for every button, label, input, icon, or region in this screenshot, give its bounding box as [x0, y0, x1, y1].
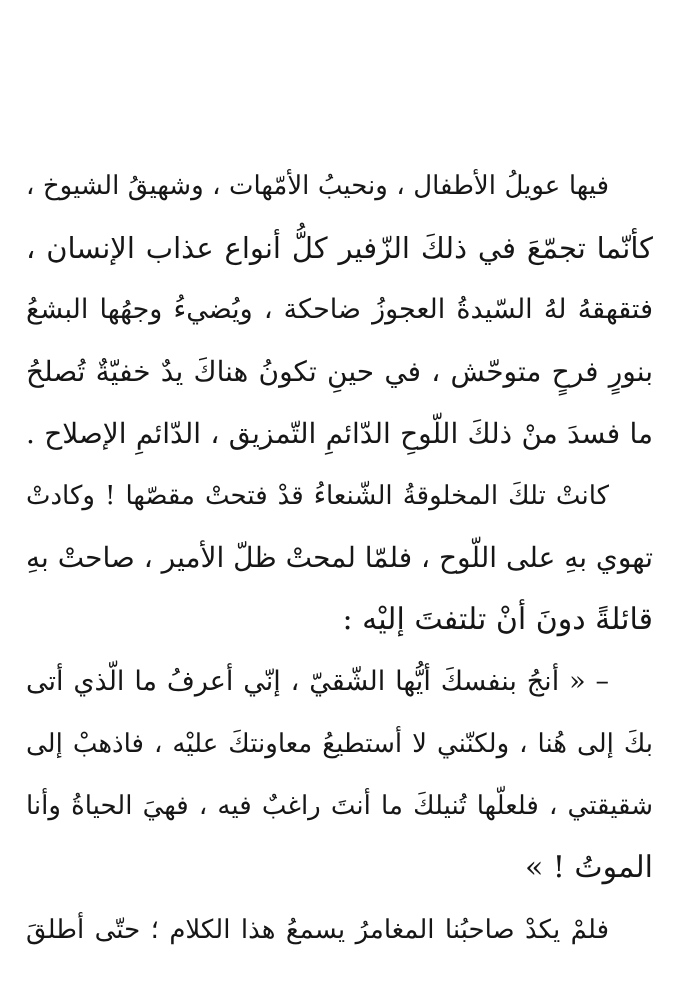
text-line: فتقهقهُ لهُ السّيدةُ العجوزُ ضاحكة ، ويُضيءُ وجهُها البشعُ	[26, 294, 653, 325]
text-line: شقيقتي ، فلعلّها تُنيلكَ ما أنتَ راغبٌ فيه ، فهيَ الحياةُ وأنا	[26, 791, 653, 821]
text-line: كانتْ تلكَ المخلوقةُ الشّنعاءُ قدْ فتحتْ مقصّها ! وكادتْ	[26, 481, 609, 511]
text-line: – « أنجُ بنفسكَ أيُّها الشّقيّ ، إنّي أعرفُ ما الّذي أتى	[26, 666, 609, 697]
text-line: قائلةً دونَ أنْ تلتفتَ إليْه :	[342, 602, 653, 637]
text-line: فلمْ يكدْ صاحبُنا المغامرُ يسمعُ هذا الكلام ؛ حتّى أطلقَ	[26, 915, 609, 945]
text-line: بنورٍ فرحٍ متوحّش ، في حينِ تكونُ هناكَ يدٌ خفيّةٌ تُصلحُ	[26, 355, 653, 388]
text-line: تهوي بهِ على اللّوح ، فلمّا لمحتْ ظلّ الأمير ، صاحتْ بهِ	[25, 541, 653, 574]
text-line: بكَ إلى هُنا ، ولكنّني لا أستطيعُ معاونتكَ عليْه ، فاذهبْ إلى	[26, 729, 653, 759]
text-line: ما فسدَ منْ ذلكَ اللّوحِ الدّائمِ التّمزيق ، الدّائمِ الإصلاح .	[26, 417, 653, 450]
text-line: الموتُ ! »	[524, 850, 653, 885]
text-line: فيها عويلُ الأطفال ، ونحيبُ الأمّهات ، وشهيقُ الشيوخ ،	[26, 171, 609, 201]
text-line: كأنّما تجمّعَ في ذلكَ الزّفير كلُّ أنواع عذاب الإنسان ،	[26, 231, 653, 265]
